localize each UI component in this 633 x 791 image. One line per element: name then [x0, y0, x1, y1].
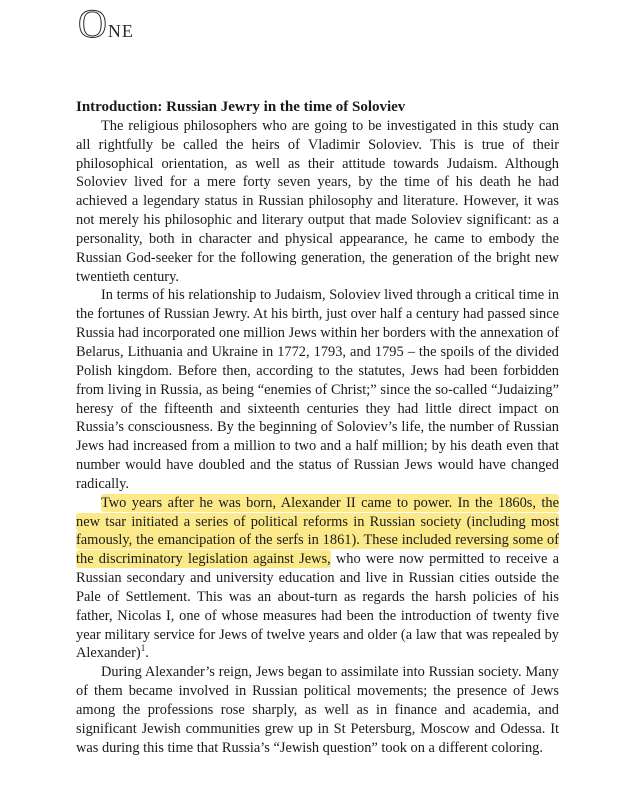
paragraph-3-end: . [145, 645, 149, 662]
section-heading: Introduction: Russian Jewry in the time of Soloviev [76, 99, 406, 115]
chapter-initial: O [78, 1, 108, 46]
chapter-title [78, 1, 134, 46]
paragraph-4: During Alexander’s reign, Jews began to assimilate into Russian society. Many of them became involved in Russian political movements; the presence of Jews among the professions rose sharply, as well as in finance and academia, and significant Jewish communities grew up in St Petersburg, Moscow and Odessa. It was during this time that Russia’s “Jewish question” took on a different coloring. [76, 664, 559, 756]
paragraph-1: The religious philosophers who are going to be investigated in this study can all rightfully be called the heirs of Vladimir Soloviev. This is true of their philosophical orientation, as well as their attitude towards Judaism. Although Soloviev lived for a mere forty seven years, by the time of his death he had achieved a legendary status in Russian philosophy and literature. However, it was not merely his philosophic and literary output that made Soloviev significant: as a personality, both in character and physical appearance, he came to embody the Russian God-seeker for the following generation, the generation of the bright new twentieth century. [76, 117, 559, 285]
paragraph-2: In terms of his relationship to Judaism, Soloviev lived through a critical time in the fortunes of Russian Jewry. At his birth, just over half a century had passed since Russia had incorporated one million Jews within her borders with the annexation of Belarus, Lithuania and Ukraine in 1772, 1793, and 1795 – the spoils of the divided Polish kingdom. Before then, according to the statutes, Jews had been forbidden from living in Russia, as being “enemies of Christ;” since the so-called “Judaizing” heresy of the fifteenth and sixteenth centuries they had little direct impact on Russia’s consciousness. By the beginning of Soloviev’s life, the number of Russian Jews had increased from a million to two and a half million; by his death even that number would have doubled and the status of Russian Jews would have changed radically. [76, 287, 559, 492]
chapter-title-rest: ne [107, 14, 134, 43]
paragraph-3-rest: who were now permitted to receive a Russian secondary and university education and live in Russian cities outside the Pale of Settlement. This was an about-turn as regards the harsh policies of his father, Nicolas I, one of whose measures had been the introduction of twenty five year military service for Jews of twelve years and older (a law that was repealed by Alexander) [76, 551, 559, 662]
highlighted-passage[interactable]: Two years after he was born, Alexander II came to power. In the 1860s, the new tsar initiated a series of political reforms in Russian society (including most famously, the emancipation of the serfs in 1861). These included reversing some of the discriminatory legislation against Jews, [76, 494, 559, 568]
footnote-marker[interactable]: 1 [140, 643, 146, 654]
body-text[interactable] [76, 98, 559, 758]
paragraph-3 [76, 494, 559, 664]
